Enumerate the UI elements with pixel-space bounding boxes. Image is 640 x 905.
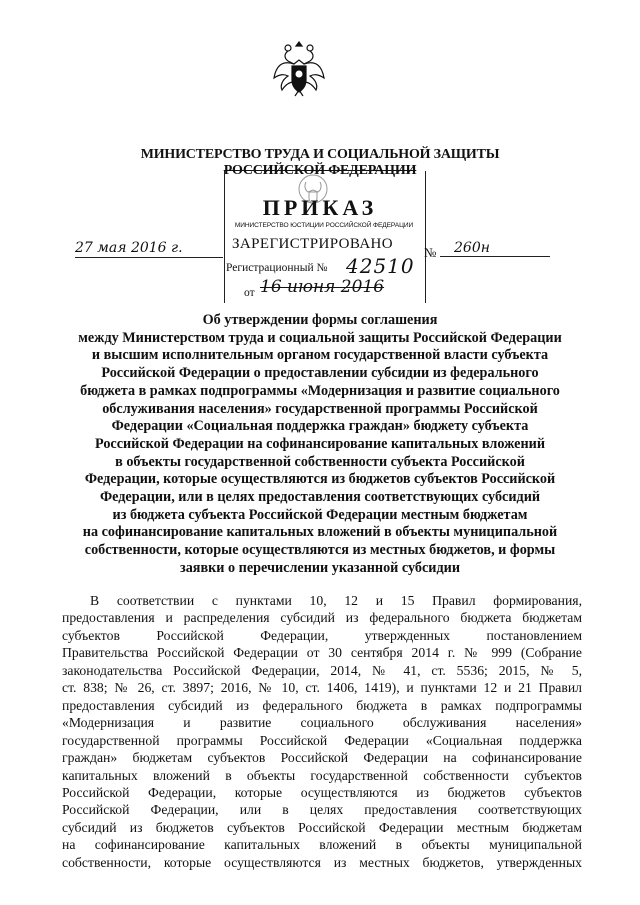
body-line: предоставления и распределения субсидий из федерального бюджета бюджетам [62, 610, 582, 626]
title-line: в объекты государственной собственности субъекта Российской [115, 453, 525, 470]
title-line: бюджета в рамках подпрограммы «Модернизация и развитие социального [80, 382, 560, 399]
document-type-heading: ПРИКАЗ [262, 195, 378, 220]
ministry-name-line-2-text: РОССИЙСКОЙ ФЕДЕРАЦИИ [223, 163, 417, 178]
stamp-ministry-of-justice: МИНИСТЕРСТВО ЮСТИЦИИ РОССИЙСКОЙ ФЕДЕРАЦИИ [234, 222, 414, 229]
title-line: на софинансирование капитальных вложений в объекты муниципальной [82, 524, 558, 541]
title-line: Российской Федерации о предоставлении субсидии из федерального [101, 365, 539, 382]
order-number: 260н [440, 240, 550, 257]
title-line: собственности, которые осуществляются из местных бюджетов, и формы [84, 542, 556, 559]
order-sign-date: 27 мая 2016 г. [75, 240, 223, 258]
double-headed-eagle-emblem-icon [272, 38, 326, 98]
body-line: Российской Федерации, которые осуществляются из бюджетов субъектов [62, 784, 582, 800]
body-line: Правительства Российской Федерации от 30 сентября 2014 г. № 999 (Собрание [62, 645, 582, 661]
body-line: субъектов Российской Федерации, утвержденных постановлением [62, 627, 582, 643]
title-line: заявки о перечислении указанной субсидии [180, 559, 460, 576]
title-line: и высшим исполнительным органом государственной власти субъекта [91, 347, 549, 364]
stamp-registered-label: ЗАРЕГИСТРИРОВАНО [232, 236, 394, 252]
body-line: на софинансирование капитальных вложений в объекты муниципальной [62, 837, 582, 853]
title-line: Российской Федерации на софинансирование капитальных вложений [95, 435, 545, 452]
body-line: ст. 838; № 26, ст. 3897; 2016, № 10, ст. 1406, 1419), и пунктами 12 и 21 Правил [62, 680, 582, 696]
title-line: Федерации, или в целях предоставления соответствующих субсидий [99, 489, 541, 506]
title-line: Федерации, которые осуществляются из бюджетов субъектов Российской [84, 471, 556, 488]
body-line: государственной программы Российской Федерации «Социальная поддержка [62, 732, 582, 748]
stamp-registration-date: 16 июня 2016 [260, 277, 385, 297]
body-line: предоставления субсидий из федерального бюджета в рамках подпрограммы [62, 697, 582, 713]
stamp-registration-number-label: Регистрационный № [226, 262, 328, 274]
body-line: граждан» бюджетам субъектов Российской Федерации на софинансирование [62, 750, 582, 766]
body-line: капитальных вложений в объекты государственной собственности субъектов [62, 767, 582, 783]
body-line: субсидий из бюджетов субъектов Российской Федерации местным бюджетам [62, 819, 582, 835]
title-line: Об утверждении формы соглашения [202, 312, 438, 328]
body-line: собственности, которые осуществляются из местных бюджетов, утвержденных [62, 854, 582, 870]
order-title [40, 312, 600, 578]
order-preamble-paragraph [62, 592, 582, 871]
body-line: Российской Федерации, или в целях предоставления соответствующих [62, 802, 582, 818]
body-line: законодательства Российской Федерации, 2014, № 41, ст. 5536; 2015, № 5, [62, 662, 582, 678]
title-line: из бюджета субъекта Российской Федерации местным бюджетам [112, 506, 528, 523]
stamp-date-label: от [244, 287, 255, 299]
title-line: между Министерством труда и социальной защиты Российской Федерации [78, 329, 562, 346]
body-line: «Модернизация и развитие социального обслуживания населения» [62, 715, 582, 731]
title-line: Федерации «Социальная поддержка граждан» бюджету субъекта [111, 418, 529, 435]
number-sign: № [424, 245, 437, 260]
ministry-name-line-1: МИНИСТЕРСТВО ТРУДА И СОЦИАЛЬНОЙ ЗАЩИТЫ [140, 147, 500, 162]
stamp-registration-number: 42510 [346, 254, 415, 278]
body-line: В соответствии с пунктами 10, 12 и 15 Правил формирования, [90, 593, 582, 608]
title-line: обслуживания населения» государственной программы Российской [102, 400, 538, 417]
